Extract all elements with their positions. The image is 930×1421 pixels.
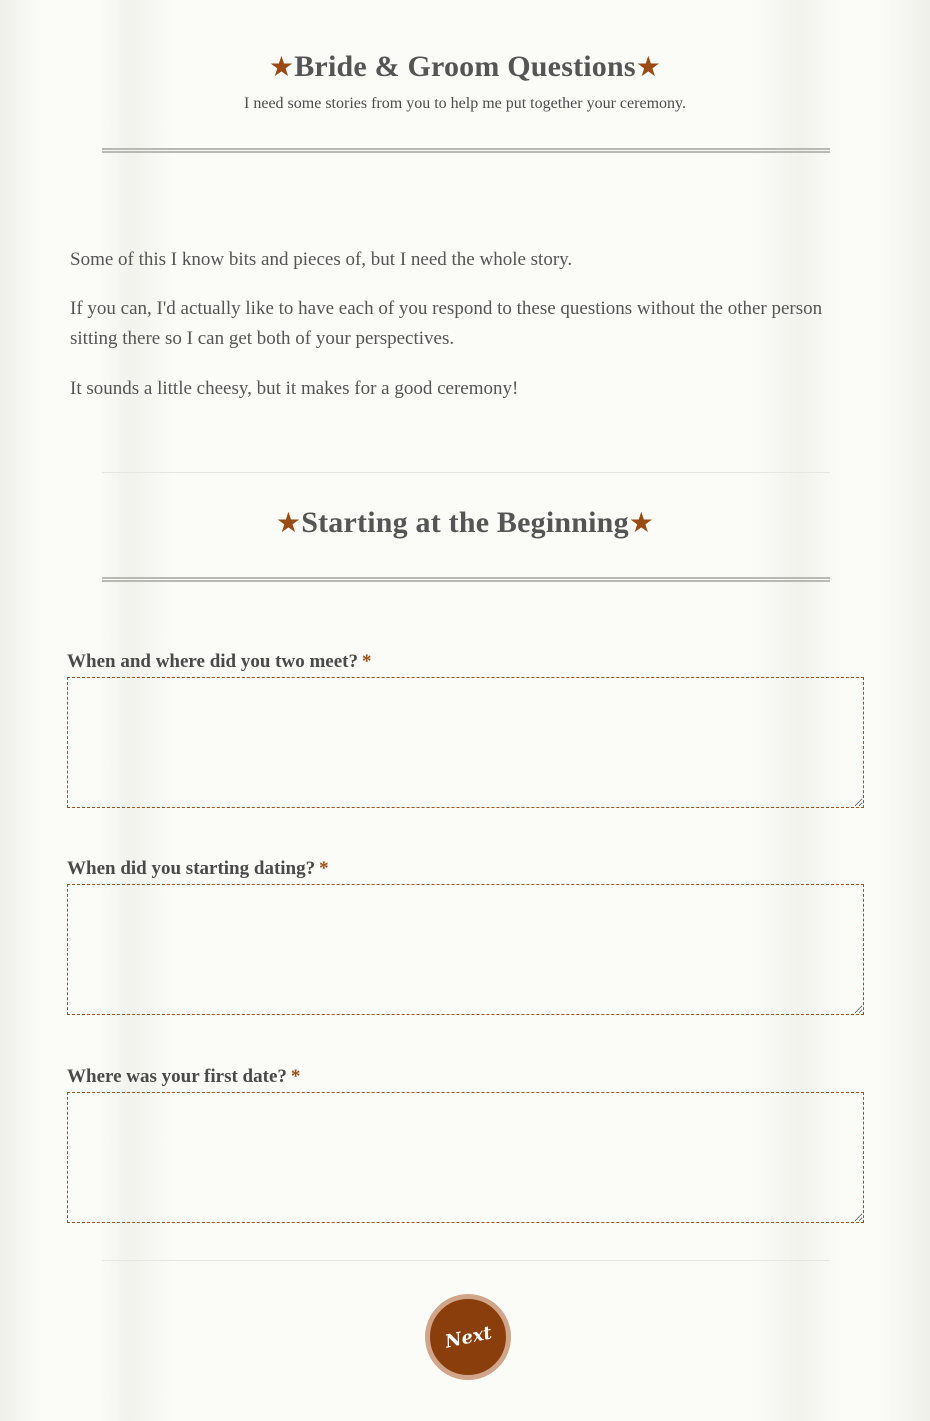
star-icon: ★ xyxy=(635,52,662,83)
dating-answer-field[interactable] xyxy=(67,884,864,1015)
required-asterisk: * xyxy=(319,858,329,879)
required-asterisk: * xyxy=(290,1066,301,1087)
question-text: When and where did you two meet? xyxy=(67,651,358,672)
star-icon: ★ xyxy=(268,52,295,83)
star-icon: ★ xyxy=(628,508,655,539)
section-title-text: Starting at the Beginning xyxy=(301,506,629,539)
question-label-dating xyxy=(67,858,329,880)
meet-answer-field[interactable] xyxy=(67,677,864,808)
section-divider xyxy=(102,1260,830,1261)
section-title xyxy=(0,506,930,540)
next-button[interactable] xyxy=(425,1294,511,1380)
page-subtitle: I need some stories from you to help me put together your ceremony. xyxy=(244,95,686,112)
intro-paragraph: If you can, I'd actually like to have each of you respond to these questions without the other person sitting there so I can get both of your perspectives. xyxy=(70,298,823,349)
double-divider xyxy=(102,148,830,153)
question-label-first-date xyxy=(67,1066,300,1088)
first-date-answer-field[interactable] xyxy=(67,1092,864,1223)
question-text: Where was your first date? xyxy=(67,1066,287,1087)
intro-paragraph: It sounds a little cheesy, but it makes for a good ceremony! xyxy=(70,378,519,399)
next-button-label: Next xyxy=(442,1321,494,1353)
intro-paragraph: Some of this I know bits and pieces of, but I need the whole story. xyxy=(70,249,573,270)
section-divider xyxy=(102,472,830,473)
page-title-text: Bride & Groom Questions xyxy=(294,50,636,83)
page-title xyxy=(0,50,930,84)
star-icon: ★ xyxy=(275,508,302,539)
question-text: When did you starting dating? xyxy=(67,858,316,879)
question-label-meet xyxy=(67,651,372,673)
required-asterisk: * xyxy=(362,651,372,672)
double-divider xyxy=(102,577,830,582)
